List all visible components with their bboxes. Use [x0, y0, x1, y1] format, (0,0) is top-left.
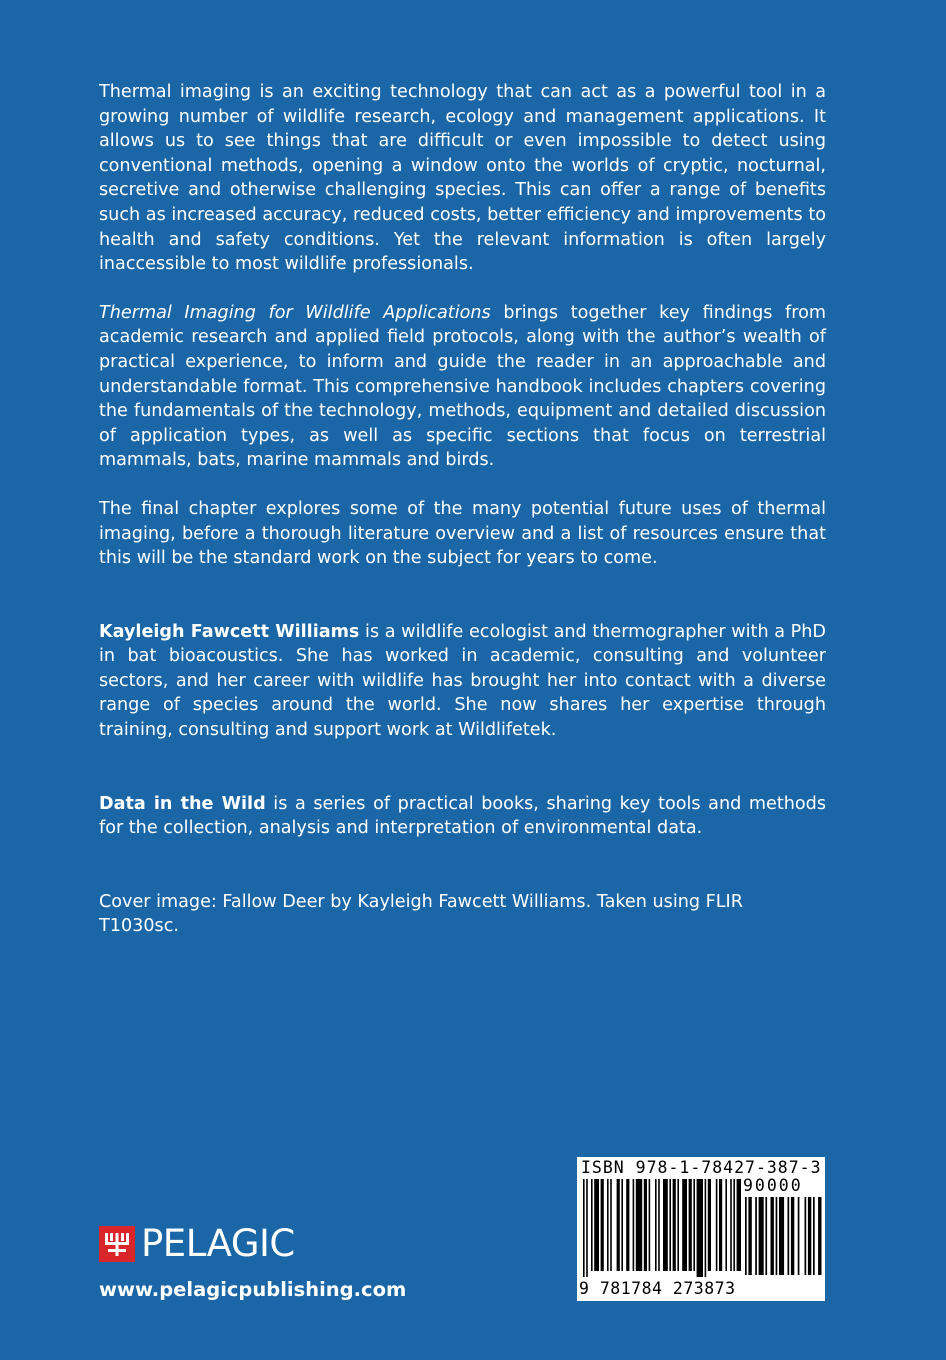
publisher-name: PELAGIC — [141, 1222, 295, 1265]
author-name: Kayleigh Fawcett Williams — [99, 621, 360, 642]
book-title: Thermal Imaging for Wildlife Applications — [99, 302, 491, 323]
series-name: Data in the Wild — [99, 793, 266, 814]
trident-icon — [99, 1226, 135, 1262]
cover-credit: Cover image: Fallow Deer by Kayleigh Fawcett Williams. Taken using FLIR T1030sc. — [99, 891, 743, 937]
series-description-text: is a series of practical books, sharing key tools and methods for the collection, analysis and interpretation of environmental data. — [99, 793, 826, 839]
barcode-bars — [577, 1179, 741, 1279]
blurb-paragraph-3: The final chapter explores some of the many potential future uses of thermal imaging, before a thorough literature overview and a list of resources ensure that this will be the standard work on the subject for years to come. — [99, 498, 826, 569]
blurb-paragraph-2 — [99, 301, 826, 473]
blurb — [99, 80, 826, 939]
isbn-barcode — [577, 1157, 825, 1301]
publisher-website[interactable]: www.pelagicpublishing.com — [99, 1278, 407, 1301]
blurb-paragraph-2-text: brings together key findings from academic research and applied field protocols, along with the author’s wealth of practical experience, to inform and guide the reader in an approachable and understandable format. This comprehensive handbook includes chapters covering the fundamentals of the technology, methods, equipment and detailed discussion of application types, as well as specific sections that focus on terrestrial mammals, bats, marine mammals and birds. — [99, 302, 826, 471]
author-bio-text: is a wildlife ecologist and thermographer with a PhD in bat bioacoustics. She has worked in academic, consulting and volunteer sectors, and her career with wildlife has brought her into contact with a diverse range of species around the world. She now shares her expertise through training, consulting and support work at Wildlifetek. — [99, 621, 826, 741]
isbn-text: ISBN 978-1-78427-387-3 — [581, 1158, 822, 1177]
series-description — [99, 792, 826, 841]
publisher-logo — [99, 1224, 295, 1264]
author-bio — [99, 620, 826, 743]
barcode-addon-bars — [743, 1197, 823, 1277]
price-code: 90000 — [743, 1176, 803, 1195]
barcode-digits: 9 781784 273873 — [579, 1279, 736, 1298]
blurb-paragraph-1: Thermal imaging is an exciting technology that can act as a powerful tool in a growing number of wildlife research, ecology and management applications. It allows us to see things that are difficult or even impossible to detect using conventional methods, opening a window onto the worlds of cryptic, nocturnal, secretive and otherwise challenging species. This can offer a range of benefits such as increased accuracy, reduced costs, better efficiency and improvements to health and safety conditions. Yet the relevant information is often largely inaccessible to most wildlife professionals. — [99, 82, 826, 275]
